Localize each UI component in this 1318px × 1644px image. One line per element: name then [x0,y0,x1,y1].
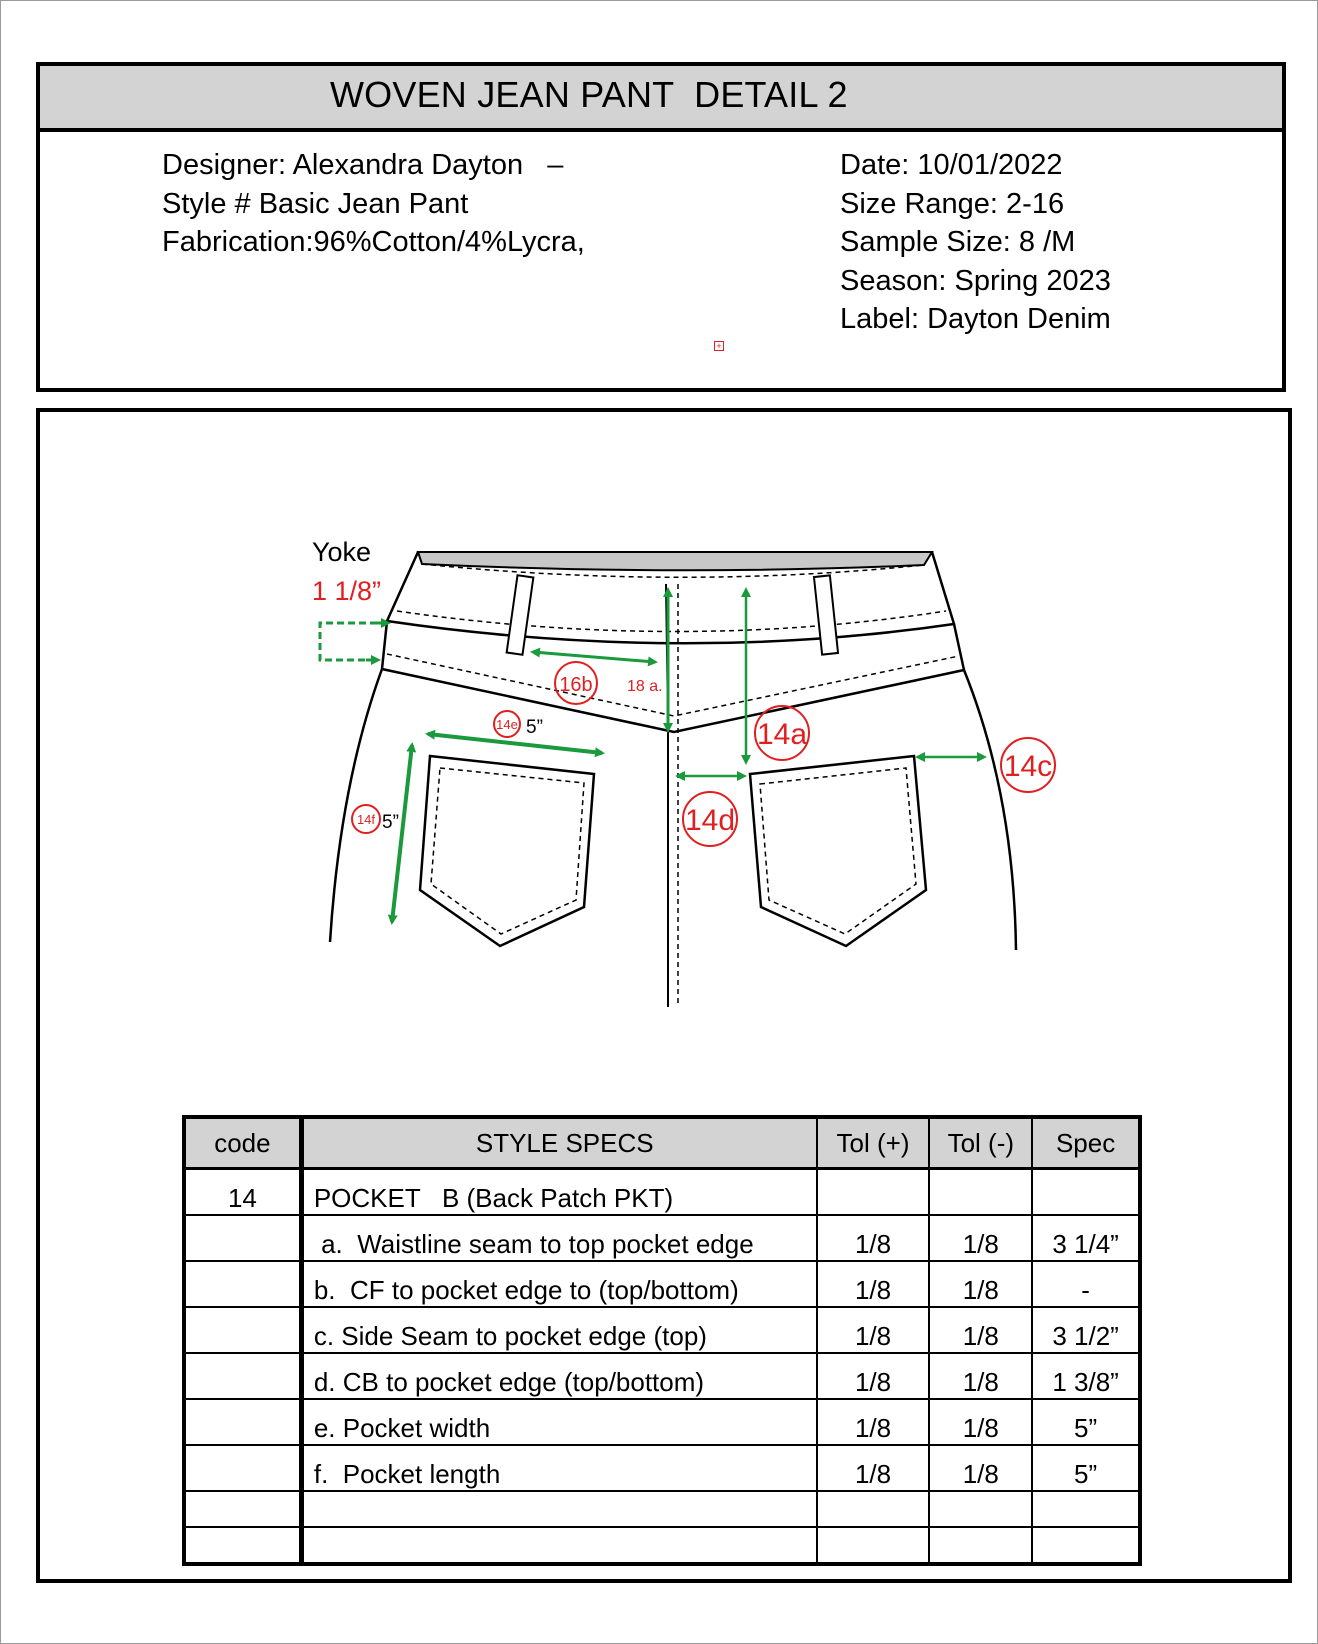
cell-empty [929,1491,1032,1527]
cell-empty [1032,1527,1140,1564]
table-row [184,1261,1140,1307]
back-view-sketch [40,412,1288,1092]
table-row [184,1353,1140,1399]
cell-empty [301,1527,816,1564]
size-range-line: Size Range: 2-16 [840,187,1065,220]
cell-spec: POCKET B (Back Patch PKT) [301,1169,816,1216]
season-info [840,146,1111,339]
side-seam-left [330,669,382,942]
cell-tol-minus [929,1169,1032,1216]
cell-code: 14 [184,1169,301,1216]
cell-tol-minus: 1/8 [929,1215,1032,1261]
yoke-label: Yoke [312,537,372,567]
arrow-14f [392,745,412,922]
yoke-bracket [320,623,388,660]
cell-spec-value: 3 1/4” [1032,1215,1140,1261]
table-row [184,1445,1140,1491]
table-row-empty [184,1491,1140,1527]
cell-tol-plus: 1/8 [817,1261,930,1307]
cell-code [184,1215,301,1261]
callout-14f-value: 5” [382,812,399,833]
cell-code [184,1353,301,1399]
cell-tol-minus: 1/8 [929,1399,1032,1445]
belt-loop-right [814,575,838,654]
season-line: Season: Spring 2023 [840,264,1111,297]
spec-table [182,1115,1142,1566]
cell-tol-plus: 1/8 [817,1445,930,1491]
table-row [184,1399,1140,1445]
cell-spec-value: 5” [1032,1445,1140,1491]
style-info [162,146,585,262]
cell-empty [301,1491,816,1527]
table-row [184,1307,1140,1353]
sample-size-line: Sample Size: 8 /M [840,226,1076,258]
designer-line: Designer: Alexandra Dayton – [162,149,564,181]
table-row [184,1169,1140,1216]
pocket-right [750,756,926,946]
callout-16b: 16b [559,674,593,696]
cell-spec-value [1032,1169,1140,1216]
cell-spec-value: 5” [1032,1399,1140,1445]
cell-tol-plus: 1/8 [817,1307,930,1353]
cell-code [184,1261,301,1307]
callout-14d: 14d [684,804,736,837]
pocket-left [420,756,594,946]
cell-spec: e. Pocket width [301,1399,816,1445]
cell-code [184,1445,301,1491]
cell-empty [184,1527,301,1564]
header-tol-plus: Tol (+) [817,1117,930,1169]
side-seam-right [964,670,1016,950]
cell-tol-minus: 1/8 [929,1307,1032,1353]
cell-spec: f. Pocket length [301,1445,816,1491]
date-line: Date: 10/01/2022 [840,149,1063,181]
cell-spec: b. CF to pocket edge to (top/bottom) [301,1261,816,1307]
callout-14c: 14c [1003,750,1053,783]
callout-14f: 14f [356,812,376,827]
callout-18a: 18 a. [627,678,663,695]
cell-tol-plus: 1/8 [817,1215,930,1261]
table-row [184,1215,1140,1261]
title-bar [40,66,1282,132]
header-code: code [184,1117,301,1169]
comment-marker-icon[interactable]: + [714,341,724,351]
yoke-measure: 1 1/8” [312,576,382,606]
header-tol-minus: Tol (-) [929,1117,1032,1169]
table-header-row [184,1117,1140,1169]
page-title: WOVEN JEAN PANT DETAIL 2 [330,74,848,115]
callout-14e: 14e [496,717,518,732]
table-row-empty [184,1527,1140,1564]
arrow-16b [533,652,655,662]
cell-empty [817,1491,930,1527]
cell-code [184,1307,301,1353]
cell-spec-value: 1 3/8” [1032,1353,1140,1399]
arrow-14e [428,734,602,753]
cell-empty [1032,1491,1140,1527]
cell-empty [817,1527,930,1564]
cell-tol-plus [817,1169,930,1216]
cell-tol-minus: 1/8 [929,1445,1032,1491]
header-spec: Spec [1032,1117,1140,1169]
cell-spec-value: 3 1/2” [1032,1307,1140,1353]
cell-spec: c. Side Seam to pocket edge (top) [301,1307,816,1353]
cell-empty [184,1491,301,1527]
label-line: Label: Dayton Denim [840,303,1111,335]
header-style-specs: STYLE SPECS [301,1117,816,1169]
cell-spec-value: - [1032,1261,1140,1307]
callout-14a: 14a [756,718,808,751]
cell-tol-minus: 1/8 [929,1261,1032,1307]
waistband-top [418,552,932,570]
header-panel [36,62,1286,392]
belt-loop-left [507,575,534,654]
cell-empty [929,1527,1032,1564]
cell-tol-minus: 1/8 [929,1353,1032,1399]
callout-14e-value: 5” [526,717,543,738]
cell-spec: a. Waistline seam to top pocket edge [301,1215,816,1261]
style-number-line: Style # Basic Jean Pant [162,187,469,220]
cell-spec: d. CB to pocket edge (top/bottom) [301,1353,816,1399]
cell-tol-plus: 1/8 [817,1353,930,1399]
cell-code [184,1399,301,1445]
cell-tol-plus: 1/8 [817,1399,930,1445]
fabrication-line: Fabrication:96%Cotton/4%Lycra, [162,226,585,258]
